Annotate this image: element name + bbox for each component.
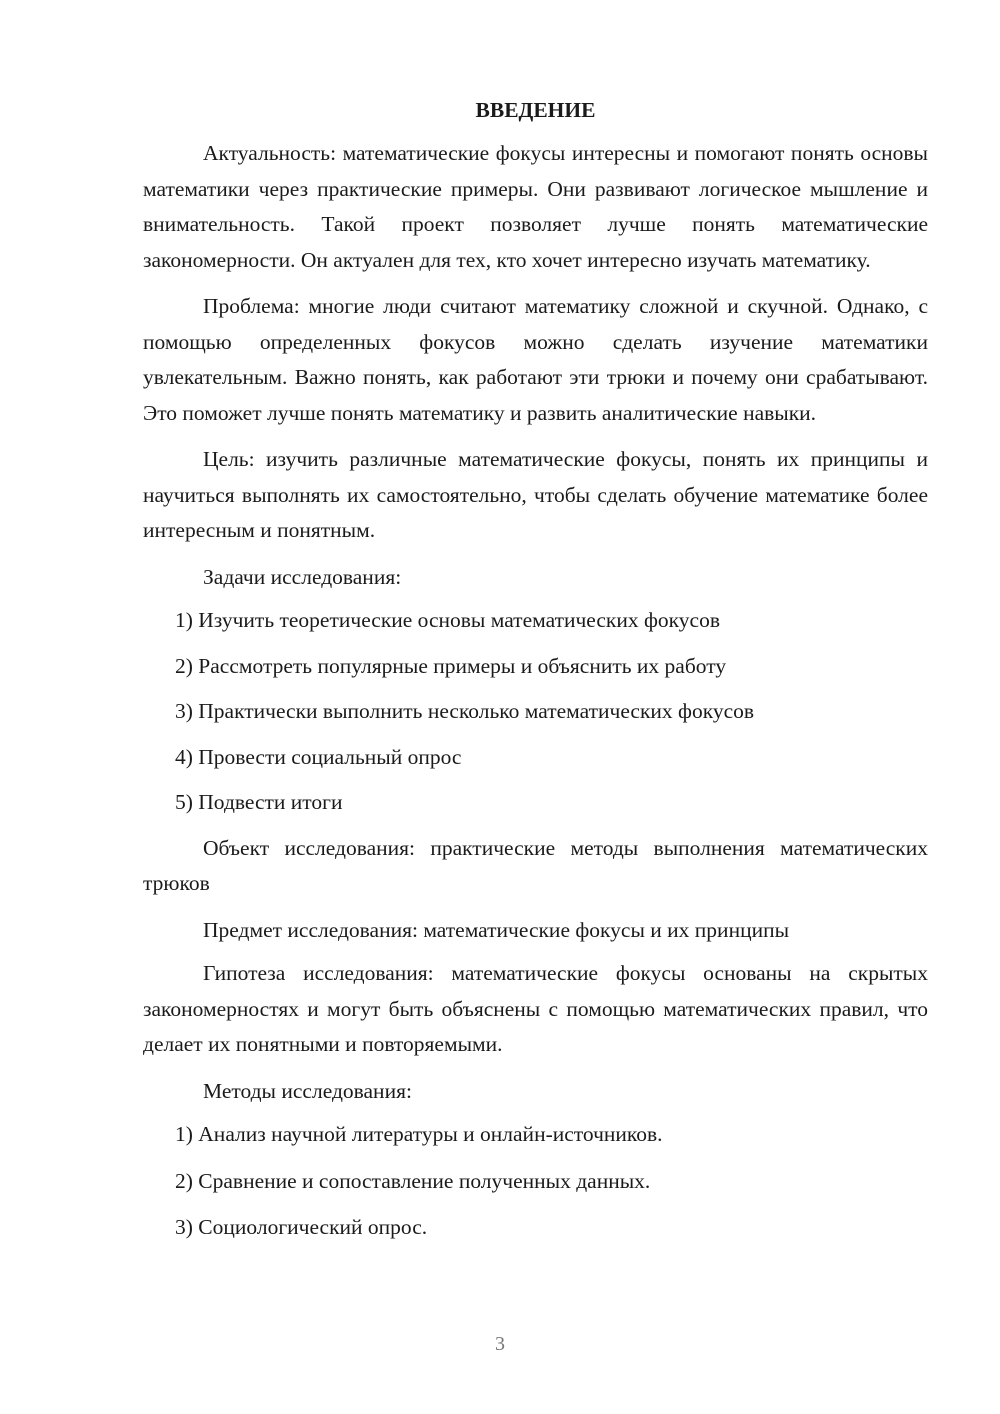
goal-paragraph: Цель: изучить различные математические фокусы, понять их принципы и научиться выполнять их самостоятельно, чтобы сделать обучение математике более интересным и понятным.: [143, 447, 928, 542]
tasks-list: [143, 603, 928, 821]
tasks-heading: Задачи исследования:: [203, 564, 402, 589]
list-item: 5) Подвести итоги: [175, 790, 343, 814]
subject-paragraph: Предмет исследования: математические фокусы и их принципы: [203, 917, 790, 942]
hypothesis-paragraph: Гипотеза исследования: математические фокусы основаны на скрытых закономерностях и могут быть объяснены с помощью математических правил, что делает их понятными и повторяемыми.: [143, 961, 928, 1056]
list-item: 2) Сравнение и сопоставление полученных данных.: [175, 1168, 651, 1193]
object-paragraph: Объект исследования: практические методы выполнения математических трюков: [143, 835, 928, 895]
relevance-paragraph: Актуальность: математические фокусы интересны и помогают понять основы математики через практические примеры. Они развивают логическое мышление и внимательность. Такой проект позволяет лучше понять математические закономерности. Он актуален для тех, кто хочет интересно изучать математику.: [143, 141, 928, 272]
methods-heading: Методы исследования:: [203, 1078, 412, 1103]
list-item: 4) Провести социальный опрос: [175, 744, 462, 769]
list-item: 1) Анализ научной литературы и онлайн-источников.: [175, 1122, 663, 1146]
list-item: 3) Социологический опрос.: [175, 1215, 428, 1239]
document-page: [143, 92, 928, 1257]
methods-list: [143, 1117, 928, 1246]
problem-paragraph: Проблема: многие люди считают математику сложной и скучной. Однако, с помощью определенных фокусов можно сделать изучение математики увлекательным. Важно понять, как работают эти трюки и почему они срабатывают. Это поможет лучше понять математику и развить аналитические навыки.: [143, 294, 928, 425]
page-title: ВВЕДЕНИЕ: [475, 98, 596, 122]
list-item: 3) Практически выполнить несколько математических фокусов: [175, 699, 755, 723]
list-item: 2) Рассмотреть популярные примеры и объяснить их работу: [175, 653, 727, 678]
page-number: 3: [495, 1333, 505, 1355]
list-item: 1) Изучить теоретические основы математических фокусов: [175, 608, 720, 632]
